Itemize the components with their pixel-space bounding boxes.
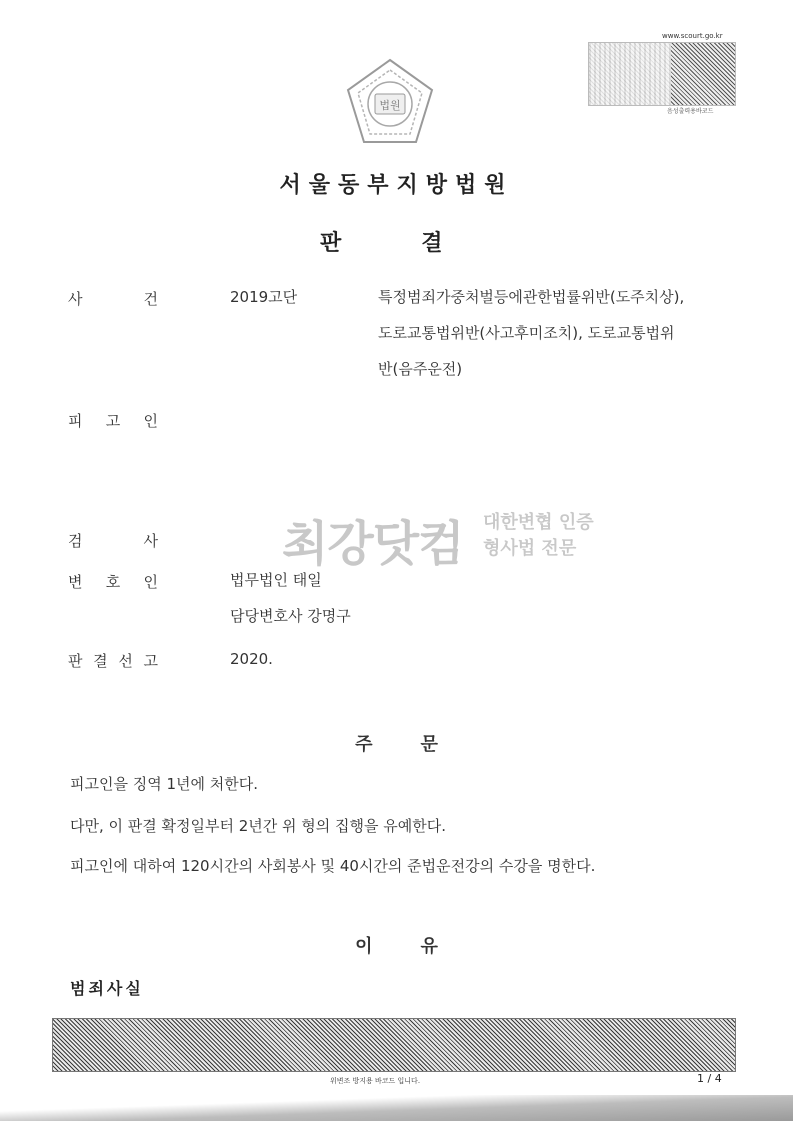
criminal-facts-heading: 범죄사실	[70, 979, 144, 998]
ruling-line: 피고인에 대하여 120시간의 사회봉사 및 40시간의 준법운전강의 수강을 명한다.	[70, 857, 596, 875]
court-seal-icon	[342, 56, 438, 148]
case-charges: 특정범죄가중처벌등에관한법률위반(도주치상), 도로교통법위반(사고후미조치), 도로교통법위 반(음주운전)	[378, 288, 685, 378]
counsel-value	[230, 562, 351, 634]
page-number: 1 / 4	[697, 1072, 722, 1085]
watermark-tagline: 대한변협 인증 형사법 전문	[483, 512, 594, 559]
scan-edge-shadow	[0, 1095, 793, 1121]
law-firm: 법무법인 태일	[230, 571, 322, 589]
ruling-line: 피고인을 징역 1년에 처한다.	[70, 775, 259, 793]
sentencing-date: 2020.	[230, 650, 273, 668]
reason-heading: 이 유	[355, 936, 438, 957]
ruling-line: 다만, 이 판결 확정일부터 2년간 위 형의 집행을 유예한다.	[70, 817, 447, 835]
prosecutor-label: 검 사	[68, 532, 158, 550]
document-title: 판 결	[320, 231, 443, 256]
counsel-label: 변 호 인	[68, 573, 158, 591]
site-url: www.scourt.go.kr	[662, 32, 723, 40]
barcode-caption: 음성출력용바코드	[667, 108, 714, 115]
sentencing-date-label: 판 결 선 고	[68, 652, 158, 670]
court-name: 서울동부지방법원	[279, 173, 514, 198]
footer-caption: 위변조 방지용 바코드 입니다.	[330, 1077, 421, 1085]
seal-label: 법원	[379, 99, 401, 112]
anti-forgery-barcode	[52, 1018, 736, 1072]
attorney-in-charge: 담당변호사 강명구	[230, 607, 351, 625]
watermark-logo: 최강닷컴	[282, 516, 464, 572]
voice-output-barcode	[588, 42, 736, 106]
case-number: 2019고단	[230, 288, 298, 306]
ruling-heading: 주 문	[355, 734, 438, 755]
defendant-label: 피 고 인	[68, 412, 158, 430]
case-label: 사 건	[68, 290, 158, 308]
